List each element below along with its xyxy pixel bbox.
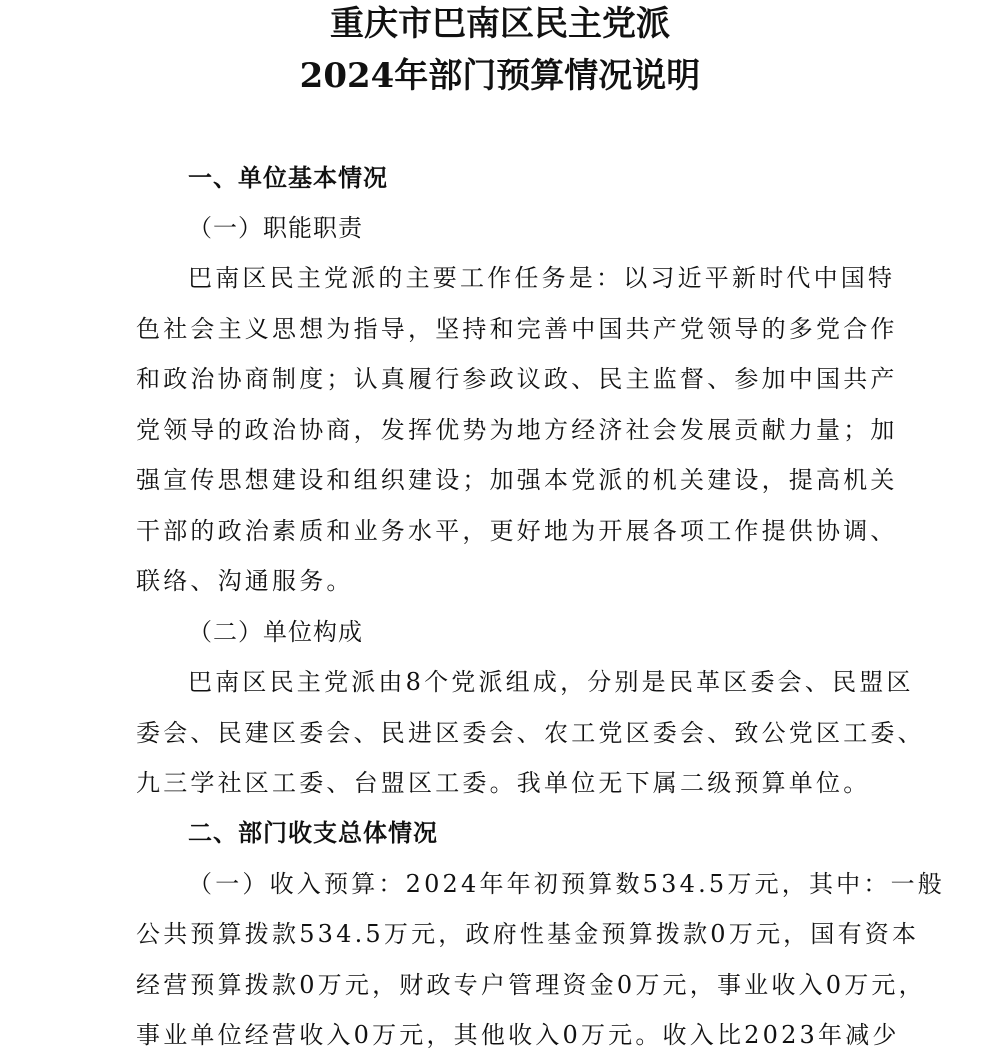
- paragraph-line: 九三学社区工委、台盟区工委。我单位无下属二级预算单位。: [136, 769, 871, 797]
- paragraph-line: （一）收入预算：2024年年初预算数534.5万元，其中：一般: [188, 870, 945, 898]
- section-heading-basic-info: 一、单位基本情况: [188, 163, 388, 192]
- paragraph-line: 公共预算拨款534.5万元，政府性基金预算拨款0万元，国有资本: [136, 920, 920, 948]
- document-title-line-2: 2024年部门预算情况说明: [299, 56, 701, 96]
- paragraph-line: 和政治协商制度；认真履行参政议政、民主监督、参加中国共产: [136, 365, 898, 393]
- document-title-line-1: 重庆市巴南区民主党派: [330, 4, 670, 44]
- paragraph-line: 经营预算拨款0万元，财政专户管理资金0万元，事业收入0万元，: [136, 971, 926, 999]
- paragraph-line: 党领导的政治协商，发挥优势为地方经济社会发展贡献力量；加: [136, 416, 898, 444]
- paragraph-line: 色社会主义思想为指导，坚持和完善中国共产党领导的多党合作: [136, 315, 898, 343]
- paragraph-line: 事业单位经营收入0万元，其他收入0万元。收入比2023年减少: [136, 1021, 900, 1049]
- paragraph-line: 联络、沟通服务。: [136, 567, 354, 595]
- paragraph-line: 干部的政治素质和业务水平，更好地为开展各项工作提供协调、: [136, 517, 898, 545]
- paragraph-line: 巴南区民主党派的主要工作任务是：以习近平新时代中国特: [188, 264, 896, 292]
- paragraph-line: 强宣传思想建设和组织建设；加强本党派的机关建设，提高机关: [136, 466, 898, 494]
- paragraph-line: 委会、民建区委会、民进区委会、农工党区委会、致公党区工委、: [136, 719, 925, 747]
- subsection-heading-composition: （二）单位构成: [188, 618, 363, 646]
- subsection-heading-functions: （一）职能职责: [188, 214, 363, 242]
- section-heading-budget-overview: 二、部门收支总体情况: [188, 818, 438, 847]
- paragraph-line: 巴南区民主党派由8个党派组成，分别是民革区委会、民盟区: [188, 668, 914, 696]
